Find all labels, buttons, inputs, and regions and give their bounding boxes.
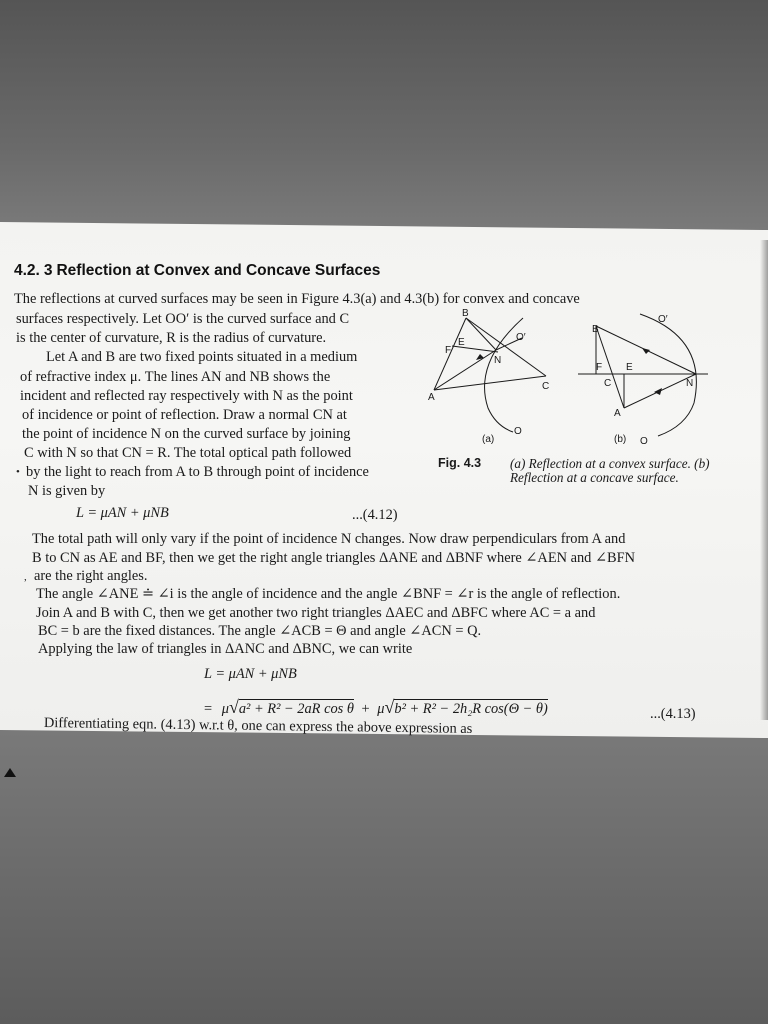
label-a-O: O [514, 426, 522, 437]
equation-4-12-tag: ...(4.12) [352, 507, 398, 523]
label-a-N: N [494, 355, 502, 366]
section-number-overwrite: 3 [43, 262, 53, 279]
figure-caption-text: (a) Reflection at a convex surface. (b) Reflection at a concave surface. [510, 456, 710, 485]
page-edge-shadow [760, 240, 768, 720]
intro-line-1: The reflections at curved surfaces may be seen in Figure 4.3(a) and 4.3(b) for convex and concave [14, 291, 580, 307]
arrow-icon [642, 348, 650, 354]
label-b-O: O [640, 436, 648, 447]
equation-4-13-line-1: L = μAN + μNB [204, 666, 297, 682]
para3-line-4: The angle ∠ANE ≐ ∠i is the angle of incidence and the angle ∠BNF = ∠r is the angle of reflection. [36, 586, 621, 602]
sqrt-icon: √ [384, 697, 395, 717]
label-b-E: E [626, 362, 633, 373]
para2-line-7: by the light to reach from A to B through point of incidence [26, 464, 369, 480]
label-a-Oprime: O′ [516, 332, 526, 343]
figure-4-3 [418, 308, 718, 458]
figure-caption-label: Fig. 4.3 [438, 456, 482, 470]
para2-line-8: N is given by [28, 483, 106, 499]
margin-dot: , [24, 571, 27, 583]
label-a-F: F [445, 345, 452, 356]
line-bc-a [466, 318, 546, 376]
label-b-B: B [592, 324, 599, 335]
arrow-icon [654, 388, 662, 395]
label-b-Oprime: O′ [658, 314, 668, 325]
equation-4-13-coef-2: μ [377, 701, 385, 717]
subfig-b-label: (b) [614, 434, 627, 445]
ray-bn-a [466, 318, 496, 350]
para2-line-2: of refractive index μ. The lines AN and NB shows the [20, 369, 331, 385]
line-ac-a [434, 376, 546, 390]
label-b-A: A [614, 408, 621, 419]
label-a-B: B [462, 308, 469, 319]
para2-line-5: the point of incidence N on the curved surface by joining [22, 426, 351, 442]
equation-4-13-line-2 [204, 697, 548, 718]
equation-4-13-tag: ...(4.13) [650, 706, 696, 722]
label-a-A: A [428, 392, 435, 403]
equation-4-13-coef-1: μ [221, 701, 229, 717]
equation-4-12: L = μAN + μNB [76, 505, 169, 521]
subfig-a-label: (a) [482, 434, 495, 445]
para2-line-4: of incidence or point of reflection. Draw a normal CN at [22, 407, 347, 423]
para3-line-6: BC = b are the fixed distances. The angle ∠ACB = Θ and angle ∠ACN = Q. [38, 623, 482, 639]
intro-line-2: surfaces respectively. Let OO′ is the curved surface and C [16, 311, 350, 327]
section-heading [14, 262, 380, 280]
equation-4-13-radicand-2: b² + R² − 2h₂R cos(Θ − θ) [394, 701, 548, 717]
label-a-C: C [542, 381, 550, 392]
photo-background-top [0, 0, 768, 246]
para3-line-7: Applying the law of triangles in ΔANC and ΔBNC, we can write [38, 641, 413, 657]
para3-line-3: are the right angles. [34, 568, 148, 584]
equation-4-13-equals: = [204, 701, 213, 717]
equation-4-13-radicand-1: a² + R² − 2aR cos θ [238, 701, 354, 717]
sqrt-icon: √ [228, 697, 239, 717]
closing-line: Differentiating eqn. (4.13) w.r.t θ, one can express the above expression as [43, 714, 473, 737]
margin-dot: • [16, 466, 20, 478]
label-b-N: N [686, 378, 694, 389]
page-corner-arrow-icon [4, 768, 16, 777]
para3-line-1: The total path will only vary if the point of incidence N changes. Now draw perpendiculars from A and [32, 531, 626, 547]
para2-line-3: incident and reflected ray respectively with N as the point [20, 388, 353, 404]
para2-line-1: Let A and B are two fixed points situated in a medium [46, 349, 358, 365]
para2-line-6: C with N so that CN = R. The total optical path followed [24, 445, 352, 461]
equation-4-13-plus: + [361, 701, 370, 717]
section-title: Reflection at Convex and Concave Surfaces [56, 262, 381, 279]
label-a-E: E [458, 337, 465, 348]
label-b-F: F [596, 362, 603, 373]
photo-background-bottom [0, 722, 768, 1024]
label-b-C: C [604, 378, 612, 389]
section-number: 4.2. [14, 262, 40, 279]
intro-line-3: is the center of curvature, R is the radius of curvature. [16, 330, 327, 346]
para3-line-2: B to CN as AE and BF, then we get the right angle triangles ΔANE and ΔBNF where ∠AEN and ∠BFN [32, 550, 636, 566]
para3-line-5: Join A and B with C, then we get another two right triangles ΔAEC and ΔBFC where AC = a and [36, 605, 596, 621]
concave-surface-arc [640, 314, 696, 436]
